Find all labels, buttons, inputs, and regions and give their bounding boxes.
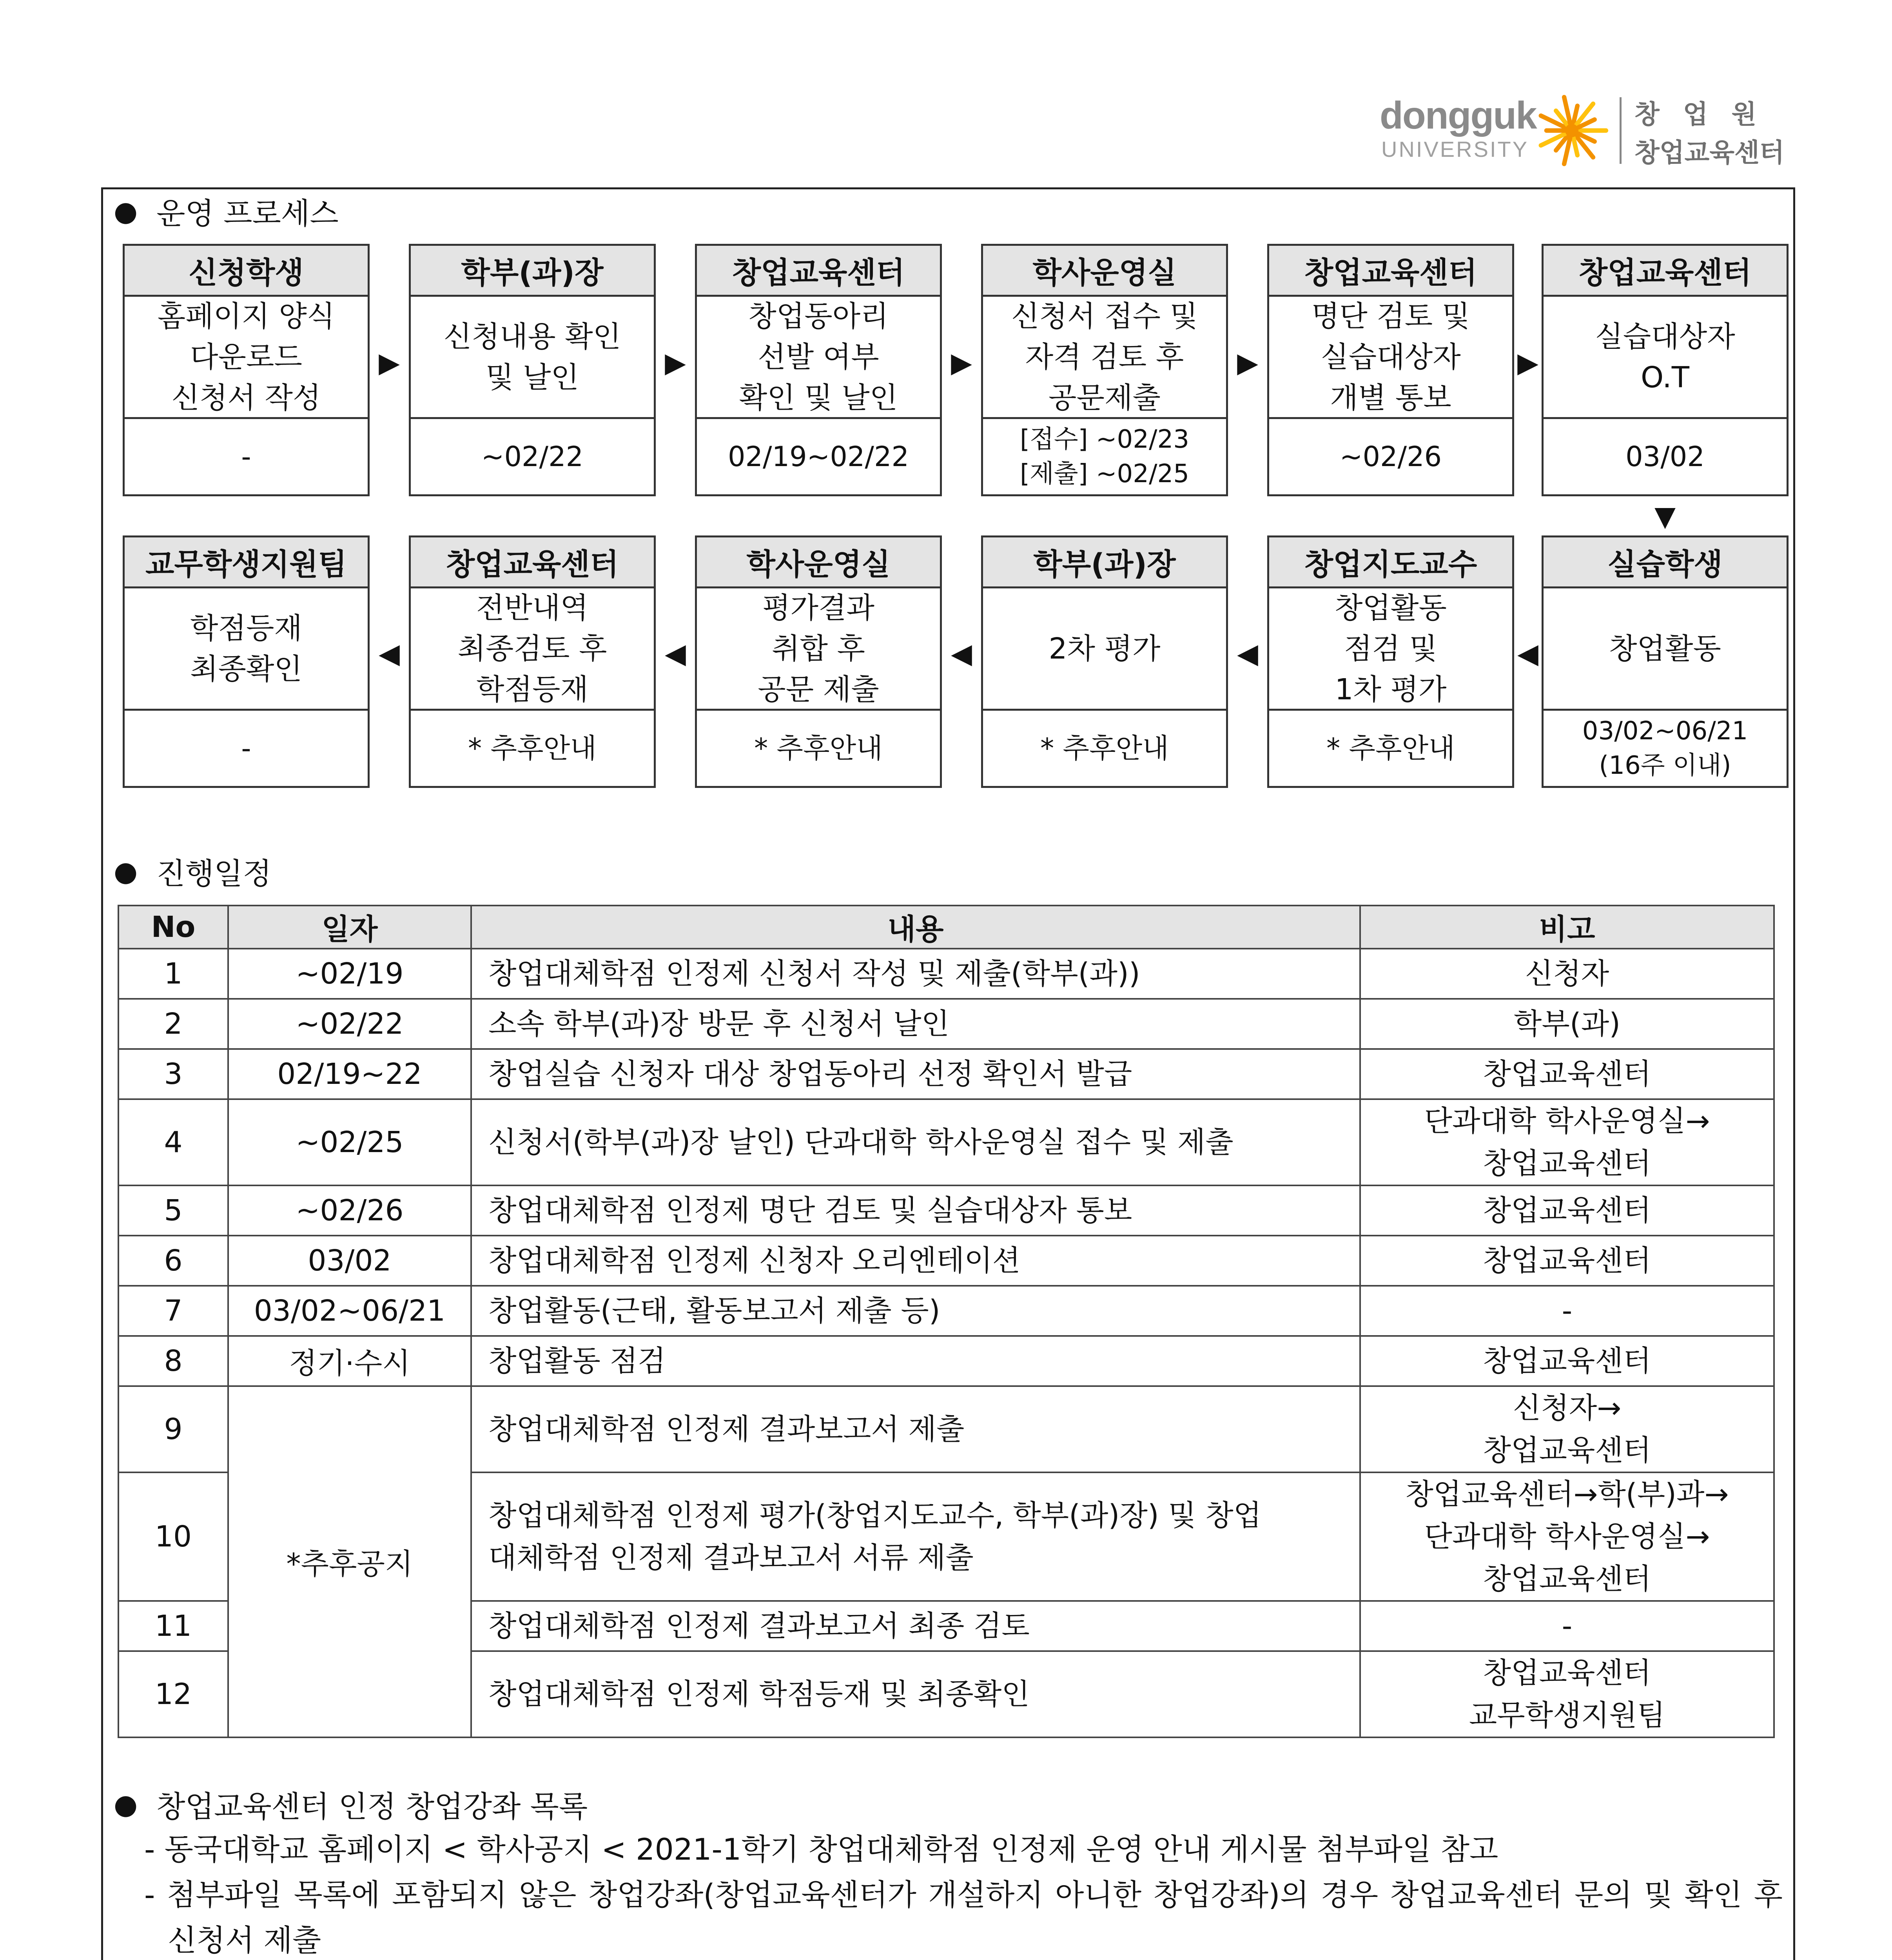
- row-content-line: 창업활동 점검: [488, 1344, 666, 1378]
- row-note-line: 창업교육센터: [1483, 1434, 1651, 1467]
- process-step: [695, 244, 942, 496]
- step-description-line: 확인 및 날인: [739, 381, 898, 415]
- process-step: [981, 535, 1228, 788]
- schedule-table: [118, 905, 1775, 1738]
- bullet-icon: ●: [114, 195, 138, 227]
- step-date-line: (16주 이내): [1599, 751, 1731, 780]
- logo-divider: [1620, 97, 1622, 164]
- step-date: [1544, 711, 1787, 786]
- row-no: 9: [118, 1386, 228, 1472]
- step-description: [411, 588, 654, 711]
- step-description-line: 전반내역: [476, 591, 588, 625]
- process-step: [1267, 535, 1514, 788]
- org-subname: 창업교육센터: [1634, 138, 1785, 168]
- table-row: [118, 1336, 1774, 1386]
- step-date-line: 03/02: [1625, 441, 1705, 473]
- row-note-line: 창업교육센터: [1483, 1057, 1651, 1091]
- row-note-line: 단과대학 학사운영실→: [1424, 1104, 1710, 1138]
- row-content-line: 창업활동(근태, 활동보고서 제출 등): [488, 1294, 940, 1328]
- step-owner: 학부(과)장: [983, 537, 1226, 588]
- process-section-title: ● 운영 프로세스: [114, 195, 339, 231]
- logo-wordmark: dongguk: [1380, 94, 1536, 137]
- table-row: [118, 949, 1774, 999]
- logo-subtitle: UNIVERSITY: [1381, 137, 1529, 162]
- step-owner: 창업지도교수: [1269, 537, 1512, 588]
- step-date-line: * 추후안내: [1040, 732, 1169, 764]
- arrow-left-icon: ◀: [379, 637, 400, 670]
- row-no: 2: [118, 999, 228, 1049]
- step-description-line: 공문제출: [1048, 381, 1161, 415]
- step-description-line: 창업활동: [1335, 591, 1447, 625]
- row-no: 3: [118, 1049, 228, 1099]
- schedule-section-title: ● 진행일정: [114, 855, 272, 891]
- process-step: [695, 535, 942, 788]
- row-date: ~02/19: [228, 949, 471, 999]
- process-step: [123, 244, 370, 496]
- arrow-right-icon: ▶: [379, 347, 400, 379]
- row-no: 5: [118, 1185, 228, 1236]
- university-logo: [1380, 85, 1787, 176]
- row-date: ~02/25: [228, 1099, 471, 1185]
- row-note: [1360, 1099, 1774, 1185]
- step-description-line: 신청서 작성: [171, 381, 321, 415]
- row-note-line: 창업교육센터: [1483, 1656, 1651, 1690]
- step-description-line: 실습대상자: [1321, 340, 1461, 374]
- row-content-line: 창업대체학점 인정제 신청자 오리엔테이션: [488, 1244, 1021, 1278]
- process-step: [409, 244, 656, 496]
- row-content: [471, 1185, 1360, 1236]
- row-content-line: 창업대체학점 인정제 신청서 작성 및 제출(학부(과)): [488, 957, 1140, 991]
- step-description-line: 및 날인: [486, 360, 579, 394]
- step-description: [125, 588, 368, 711]
- row-content-line: 소속 학부(과)장 방문 후 신청서 날인: [488, 1007, 950, 1041]
- step-date: [1544, 419, 1787, 494]
- row-note: [1360, 1286, 1774, 1336]
- step-description-line: 학점등재: [190, 611, 302, 645]
- step-description-line: 실습대상자: [1595, 319, 1735, 354]
- row-note-line: 신청자: [1525, 957, 1609, 991]
- row-content-line: 신청서(학부(과)장 날인) 단과대학 학사운영실 접수 및 제출: [488, 1125, 1234, 1159]
- row-note-line: 창업교육센터: [1483, 1562, 1651, 1596]
- step-owner: 학사운영실: [983, 246, 1226, 297]
- bullet-icon: ●: [114, 855, 138, 887]
- sunburst-logo-icon: [1535, 93, 1609, 168]
- row-content: [471, 1286, 1360, 1336]
- step-owner: 교무학생지원팀: [125, 537, 368, 588]
- process-step: [1542, 244, 1789, 496]
- step-owner: 창업교육센터: [697, 246, 940, 297]
- row-note: [1360, 949, 1774, 999]
- step-date-line: * 추후안내: [754, 732, 883, 764]
- step-date-line: [접수] ~02/23: [1020, 425, 1189, 454]
- row-content-line: 창업대체학점 인정제 평가(창업지도교수, 학부(과)장) 및 창업: [488, 1499, 1262, 1532]
- step-description: [697, 588, 940, 711]
- col-content: 내용: [471, 906, 1360, 949]
- step-description-line: 개별 통보: [1330, 381, 1451, 415]
- row-no: 4: [118, 1099, 228, 1185]
- row-content-line: 창업대체학점 인정제 학점등재 및 최종확인: [488, 1677, 1030, 1711]
- step-date-line: [제출] ~02/25: [1020, 459, 1189, 488]
- step-description-line: 2차 평가: [1048, 632, 1161, 666]
- step-description-line: 평가결과: [762, 591, 874, 625]
- step-owner: 학사운영실: [697, 537, 940, 588]
- table-row: [118, 1236, 1774, 1286]
- row-note: [1360, 1049, 1774, 1099]
- row-content: [471, 949, 1360, 999]
- row-no: 11: [118, 1601, 228, 1651]
- step-date-line: * 추후안내: [468, 732, 597, 764]
- step-date-line: ~02/22: [481, 441, 584, 473]
- row-date: 03/02~06/21: [228, 1286, 471, 1336]
- row-content-line: 창업실습 신청자 대상 창업동아리 선정 확인서 발급: [488, 1057, 1132, 1091]
- org-name: 창업원: [1634, 99, 1780, 129]
- row-content: [471, 999, 1360, 1049]
- row-note-line: 신청자→: [1513, 1391, 1622, 1425]
- step-description-line: 창업동아리: [748, 299, 889, 333]
- col-no: No: [118, 906, 228, 949]
- col-date: 일자: [228, 906, 471, 949]
- row-date: *추후공지: [228, 1386, 471, 1737]
- row-note: [1360, 1386, 1774, 1472]
- step-date-line: ~02/26: [1339, 441, 1442, 473]
- step-date-line: 02/19~02/22: [727, 441, 909, 473]
- row-date: 03/02: [228, 1236, 471, 1286]
- table-row: [118, 1386, 1774, 1472]
- step-date: [411, 419, 654, 494]
- step-description-line: 학점등재: [476, 672, 588, 706]
- row-note-line: -: [1562, 1609, 1573, 1643]
- row-date: ~02/26: [228, 1185, 471, 1236]
- arrow-right-icon: ▶: [665, 347, 686, 379]
- step-date: [697, 419, 940, 494]
- step-owner: 신청학생: [125, 246, 368, 297]
- row-note-line: 단과대학 학사운영실→: [1424, 1520, 1710, 1553]
- step-date: [125, 711, 368, 786]
- step-description-line: 최종확인: [190, 652, 302, 686]
- row-content: [471, 1049, 1360, 1099]
- step-description-line: 다운로드: [190, 340, 302, 374]
- row-note-line: 창업교육센터: [1483, 1147, 1651, 1180]
- step-description: [411, 297, 654, 419]
- step-description-line: 명단 검토 및: [1311, 299, 1470, 333]
- step-description: [697, 297, 940, 419]
- step-date-line: * 추후안내: [1326, 732, 1455, 764]
- row-note: [1360, 1336, 1774, 1386]
- row-content: [471, 1336, 1360, 1386]
- step-description: [1269, 297, 1512, 419]
- bullet-icon: ●: [114, 1788, 138, 1820]
- step-description-line: 창업활동: [1609, 632, 1721, 666]
- row-note: [1360, 1472, 1774, 1601]
- table-row: [118, 1049, 1774, 1099]
- row-note: [1360, 1601, 1774, 1651]
- row-content-line: 창업대체학점 인정제 결과보고서 최종 검토: [488, 1609, 1030, 1643]
- col-note: 비고: [1360, 906, 1774, 949]
- table-header-row: [118, 906, 1774, 949]
- step-description-line: 자격 검토 후: [1025, 340, 1184, 374]
- step-date: [411, 711, 654, 786]
- step-description-line: 공문 제출: [758, 672, 879, 706]
- row-note: [1360, 999, 1774, 1049]
- row-note-line: -: [1562, 1294, 1573, 1328]
- step-owner: 실습학생: [1544, 537, 1787, 588]
- row-no: 1: [118, 949, 228, 999]
- step-date-line: -: [241, 732, 251, 764]
- arrow-down-icon: ▼: [1654, 500, 1676, 532]
- step-description-line: 최종검토 후: [457, 632, 607, 666]
- step-owner: 창업교육센터: [411, 537, 654, 588]
- step-date: [1269, 419, 1512, 494]
- step-date-line: -: [241, 441, 251, 473]
- row-no: 7: [118, 1286, 228, 1336]
- row-no: 10: [118, 1472, 228, 1601]
- step-date: [697, 711, 940, 786]
- row-content: [471, 1651, 1360, 1737]
- process-step: [1267, 244, 1514, 496]
- row-note: [1360, 1236, 1774, 1286]
- process-step: [1542, 535, 1789, 788]
- row-note: [1360, 1185, 1774, 1236]
- courses-item: - 첨부파일 목록에 포함되지 않은 창업강좌(창업교육센터가 개설하지 아니한 창업강좌)의 경우 창업교육센터 문의 및 확인 후 신청서 제출: [144, 1877, 1783, 1958]
- step-description-line: O.T: [1641, 360, 1689, 394]
- step-description-line: 신청내용 확인: [443, 319, 621, 354]
- row-date: ~02/22: [228, 999, 471, 1049]
- process-step: [981, 244, 1228, 496]
- step-description: [983, 297, 1226, 419]
- arrow-left-icon: ◀: [1237, 637, 1258, 670]
- arrow-right-icon: ▶: [1517, 347, 1538, 379]
- step-date: [983, 419, 1226, 494]
- process-step: [409, 535, 656, 788]
- row-note-line: 창업교육센터: [1483, 1194, 1651, 1227]
- row-no: 8: [118, 1336, 228, 1386]
- row-note-line: 창업교육센터→학(부)과→: [1405, 1477, 1729, 1511]
- step-owner: 창업교육센터: [1269, 246, 1512, 297]
- step-date: [983, 711, 1226, 786]
- row-note-line: 교무학생지원팀: [1469, 1699, 1665, 1732]
- row-date: 02/19~22: [228, 1049, 471, 1099]
- logo-core: [1565, 124, 1578, 137]
- row-note-line: 창업교육센터: [1483, 1244, 1651, 1278]
- row-content-line: 대체학점 인정제 결과보고서 서류 제출: [488, 1541, 974, 1575]
- table-row: [118, 1286, 1774, 1336]
- row-date: 정기·수시: [228, 1336, 471, 1386]
- row-content: [471, 1099, 1360, 1185]
- row-note-line: 학부(과): [1513, 1007, 1621, 1041]
- step-owner: 학부(과)장: [411, 246, 654, 297]
- arrow-left-icon: ◀: [951, 637, 972, 670]
- row-content: [471, 1601, 1360, 1651]
- step-date: [125, 419, 368, 494]
- process-step: [123, 535, 370, 788]
- courses-section-title: ● 창업교육센터 인정 창업강좌 목록: [114, 1788, 588, 1824]
- row-no: 12: [118, 1651, 228, 1737]
- row-content: [471, 1386, 1360, 1472]
- arrow-right-icon: ▶: [1237, 347, 1258, 379]
- row-content-line: 창업대체학점 인정제 명단 검토 및 실습대상자 통보: [488, 1194, 1132, 1227]
- row-content: [471, 1472, 1360, 1601]
- table-row: [118, 1185, 1774, 1236]
- row-content-line: 창업대체학점 인정제 결과보고서 제출: [488, 1412, 965, 1446]
- courses-item: - 동국대학교 홈페이지 < 학사공지 < 2021-1학기 창업대체학점 인정제 운영 안내 게시물 첨부파일 참고: [144, 1832, 1498, 1867]
- step-description: [125, 297, 368, 419]
- step-description-line: 신청서 접수 및: [1011, 299, 1198, 333]
- table-row: [118, 999, 1774, 1049]
- step-description-line: 취합 후: [772, 632, 865, 666]
- table-row: [118, 1099, 1774, 1185]
- arrow-left-icon: ◀: [1517, 637, 1538, 670]
- arrow-right-icon: ▶: [951, 347, 972, 379]
- step-date-line: 03/02~06/21: [1582, 717, 1748, 746]
- step-description: [1269, 588, 1512, 711]
- step-description-line: 선발 여부: [758, 340, 879, 374]
- step-description: [1544, 588, 1787, 711]
- step-description: [1544, 297, 1787, 419]
- step-description-line: 홈페이지 양식: [157, 299, 335, 333]
- step-description-line: 점검 및: [1344, 632, 1437, 666]
- row-note: [1360, 1651, 1774, 1737]
- row-content: [471, 1236, 1360, 1286]
- row-note-line: 창업교육센터: [1483, 1344, 1651, 1378]
- step-description: [983, 588, 1226, 711]
- step-date: [1269, 711, 1512, 786]
- step-description-line: 1차 평가: [1335, 672, 1447, 706]
- row-no: 6: [118, 1236, 228, 1286]
- arrow-left-icon: ◀: [665, 637, 686, 670]
- step-owner: 창업교육센터: [1544, 246, 1787, 297]
